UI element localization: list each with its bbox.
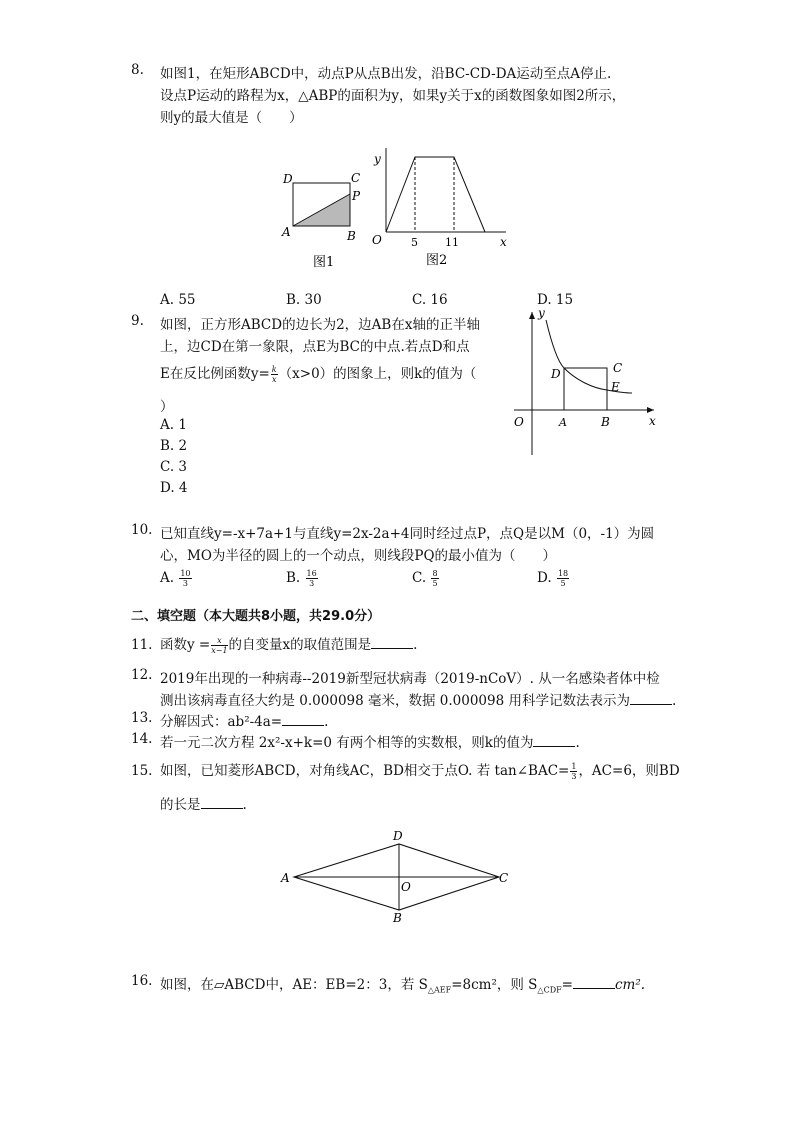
q15-line1: 如图，已知菱形ABCD，对角线AC，BD相交于点O. 若 tan∠BAC= $\frac{1}{3}$ ，AC=6，则BD <box>160 762 680 781</box>
fig-label-a: A <box>559 416 567 429</box>
q9-line4: ） <box>160 399 174 415</box>
fig1-caption: 图1 <box>313 255 335 270</box>
q9-option-c: C. 3 <box>160 459 188 475</box>
rhombus-label-o: O <box>401 880 411 894</box>
q16-answer-blank <box>573 976 615 989</box>
q11-text: 函数y = $\frac{x}{x-1}$ 的自变量x的取值范围是 . <box>160 636 418 655</box>
q11-number: 11. <box>131 637 153 653</box>
section-heading: 二、填空题（本大题共8小题，共29.0分） <box>131 609 381 624</box>
fig1-label-P: P <box>352 189 361 203</box>
rhombus-label-d: D <box>393 829 403 843</box>
q16-number: 16. <box>131 973 153 989</box>
q16-text: 如图，在▱ABCD中，AE：EB=2：3，若 $S_{\triangle AEF}=8cm^2$，则 $S_{\triangle CDF}= cm^2$. <box>160 977 646 995</box>
fig2-caption: 图2 <box>426 253 448 268</box>
fig-y-label: y <box>538 306 545 320</box>
q9-line3: E在反比例函数y= $\frac{k}{x}$ （x>0）的图象上，则k的值为（ <box>160 365 477 384</box>
q8-line3: 则y的最大值是（ ） <box>160 110 303 126</box>
fig1-label-C: C <box>351 171 361 185</box>
fig-origin: O <box>514 415 524 429</box>
fig1-label-D: D <box>283 172 293 186</box>
fig2-tick-5: 5 <box>411 236 418 249</box>
q9-option-b: B. 2 <box>160 438 188 454</box>
fig-label-d: D <box>551 367 561 381</box>
q13-text: 分解因式：ab²-4a= . <box>160 714 329 730</box>
q15-line2: 的长是 . <box>160 797 247 813</box>
fig-label-b: B <box>601 415 610 429</box>
q14-text: 若一元二次方程 2x²-x+k=0 有两个相等的实数根，则k的值为 . <box>160 735 580 751</box>
q10-line2: 心，MO为半径的圆上的一个动点，则线段PQ的最小值为（ ） <box>160 548 557 564</box>
q14-number: 14. <box>131 731 153 747</box>
fig2-tick-11: 11 <box>445 236 459 249</box>
rhombus-label-c: C <box>499 871 509 885</box>
q10-option-b: B. $\frac{16}{3}$ <box>286 569 317 588</box>
q12-number: 12. <box>131 667 153 683</box>
q15-number: 15. <box>131 763 153 779</box>
rhombus-label-a: A <box>281 871 290 885</box>
fig2-x-label: x <box>500 235 507 249</box>
q8-option-a: A. 55 <box>160 292 196 308</box>
q9-option-d: D. 4 <box>160 480 188 496</box>
q12-line2: 测出该病毒直径大约是 0.000098 毫米，数据 0.000098 用科学记数法表示为 . <box>160 693 677 709</box>
fig-x-label: x <box>649 414 656 428</box>
rhombus-label-b: B <box>393 911 402 925</box>
q10-option-c: C. $\frac{8}{5}$ <box>412 569 438 588</box>
q13-number: 13. <box>131 710 153 726</box>
fig2-y-label: y <box>374 152 381 166</box>
q9-line2: 上，边CD在第一象限，点E为BC的中点.若点D和点 <box>160 339 470 355</box>
q8-number: 8. <box>131 62 144 78</box>
q9-option-a: A. 1 <box>160 417 187 433</box>
q8-line1: 如图1，在矩形ABCD中，动点P从点B出发，沿BC-CD-DA运动至点A停止. <box>160 66 612 82</box>
q10-option-d: D. $\frac{18}{5}$ <box>537 569 569 588</box>
fig-label-e: E <box>611 380 620 394</box>
q8-option-d: D. 15 <box>537 292 574 308</box>
q8-option-b: B. 30 <box>286 292 322 308</box>
fig1-label-B: B <box>347 229 356 243</box>
fig2-origin: O <box>372 233 382 247</box>
q12-line1: 2019年出现的一种病毒--2019新型冠状病毒（2019-nCoV）. 从一名感染者体中检 <box>160 671 660 687</box>
fig1-label-A: A <box>282 225 291 239</box>
q10-number: 10. <box>131 522 153 538</box>
q8-option-c: C. 16 <box>412 292 448 308</box>
q10-line1: 已知直线y=-x+7a+1与直线y=2x-2a+4同时经过点P，点Q是以M（0，-1）为圆 <box>160 526 655 542</box>
q10-option-a: A. $\frac{10}{3}$ <box>160 569 191 588</box>
q8-line2: 设点P运动的路程为x，△ABP的面积为y，如果y关于x的函数图象如图2所示， <box>160 88 626 104</box>
q9-number: 9. <box>131 313 144 329</box>
fig-label-c: C <box>613 361 623 375</box>
q9-line1: 如图，正方形ABCD的边长为2，边AB在x轴的正半轴 <box>160 317 480 333</box>
